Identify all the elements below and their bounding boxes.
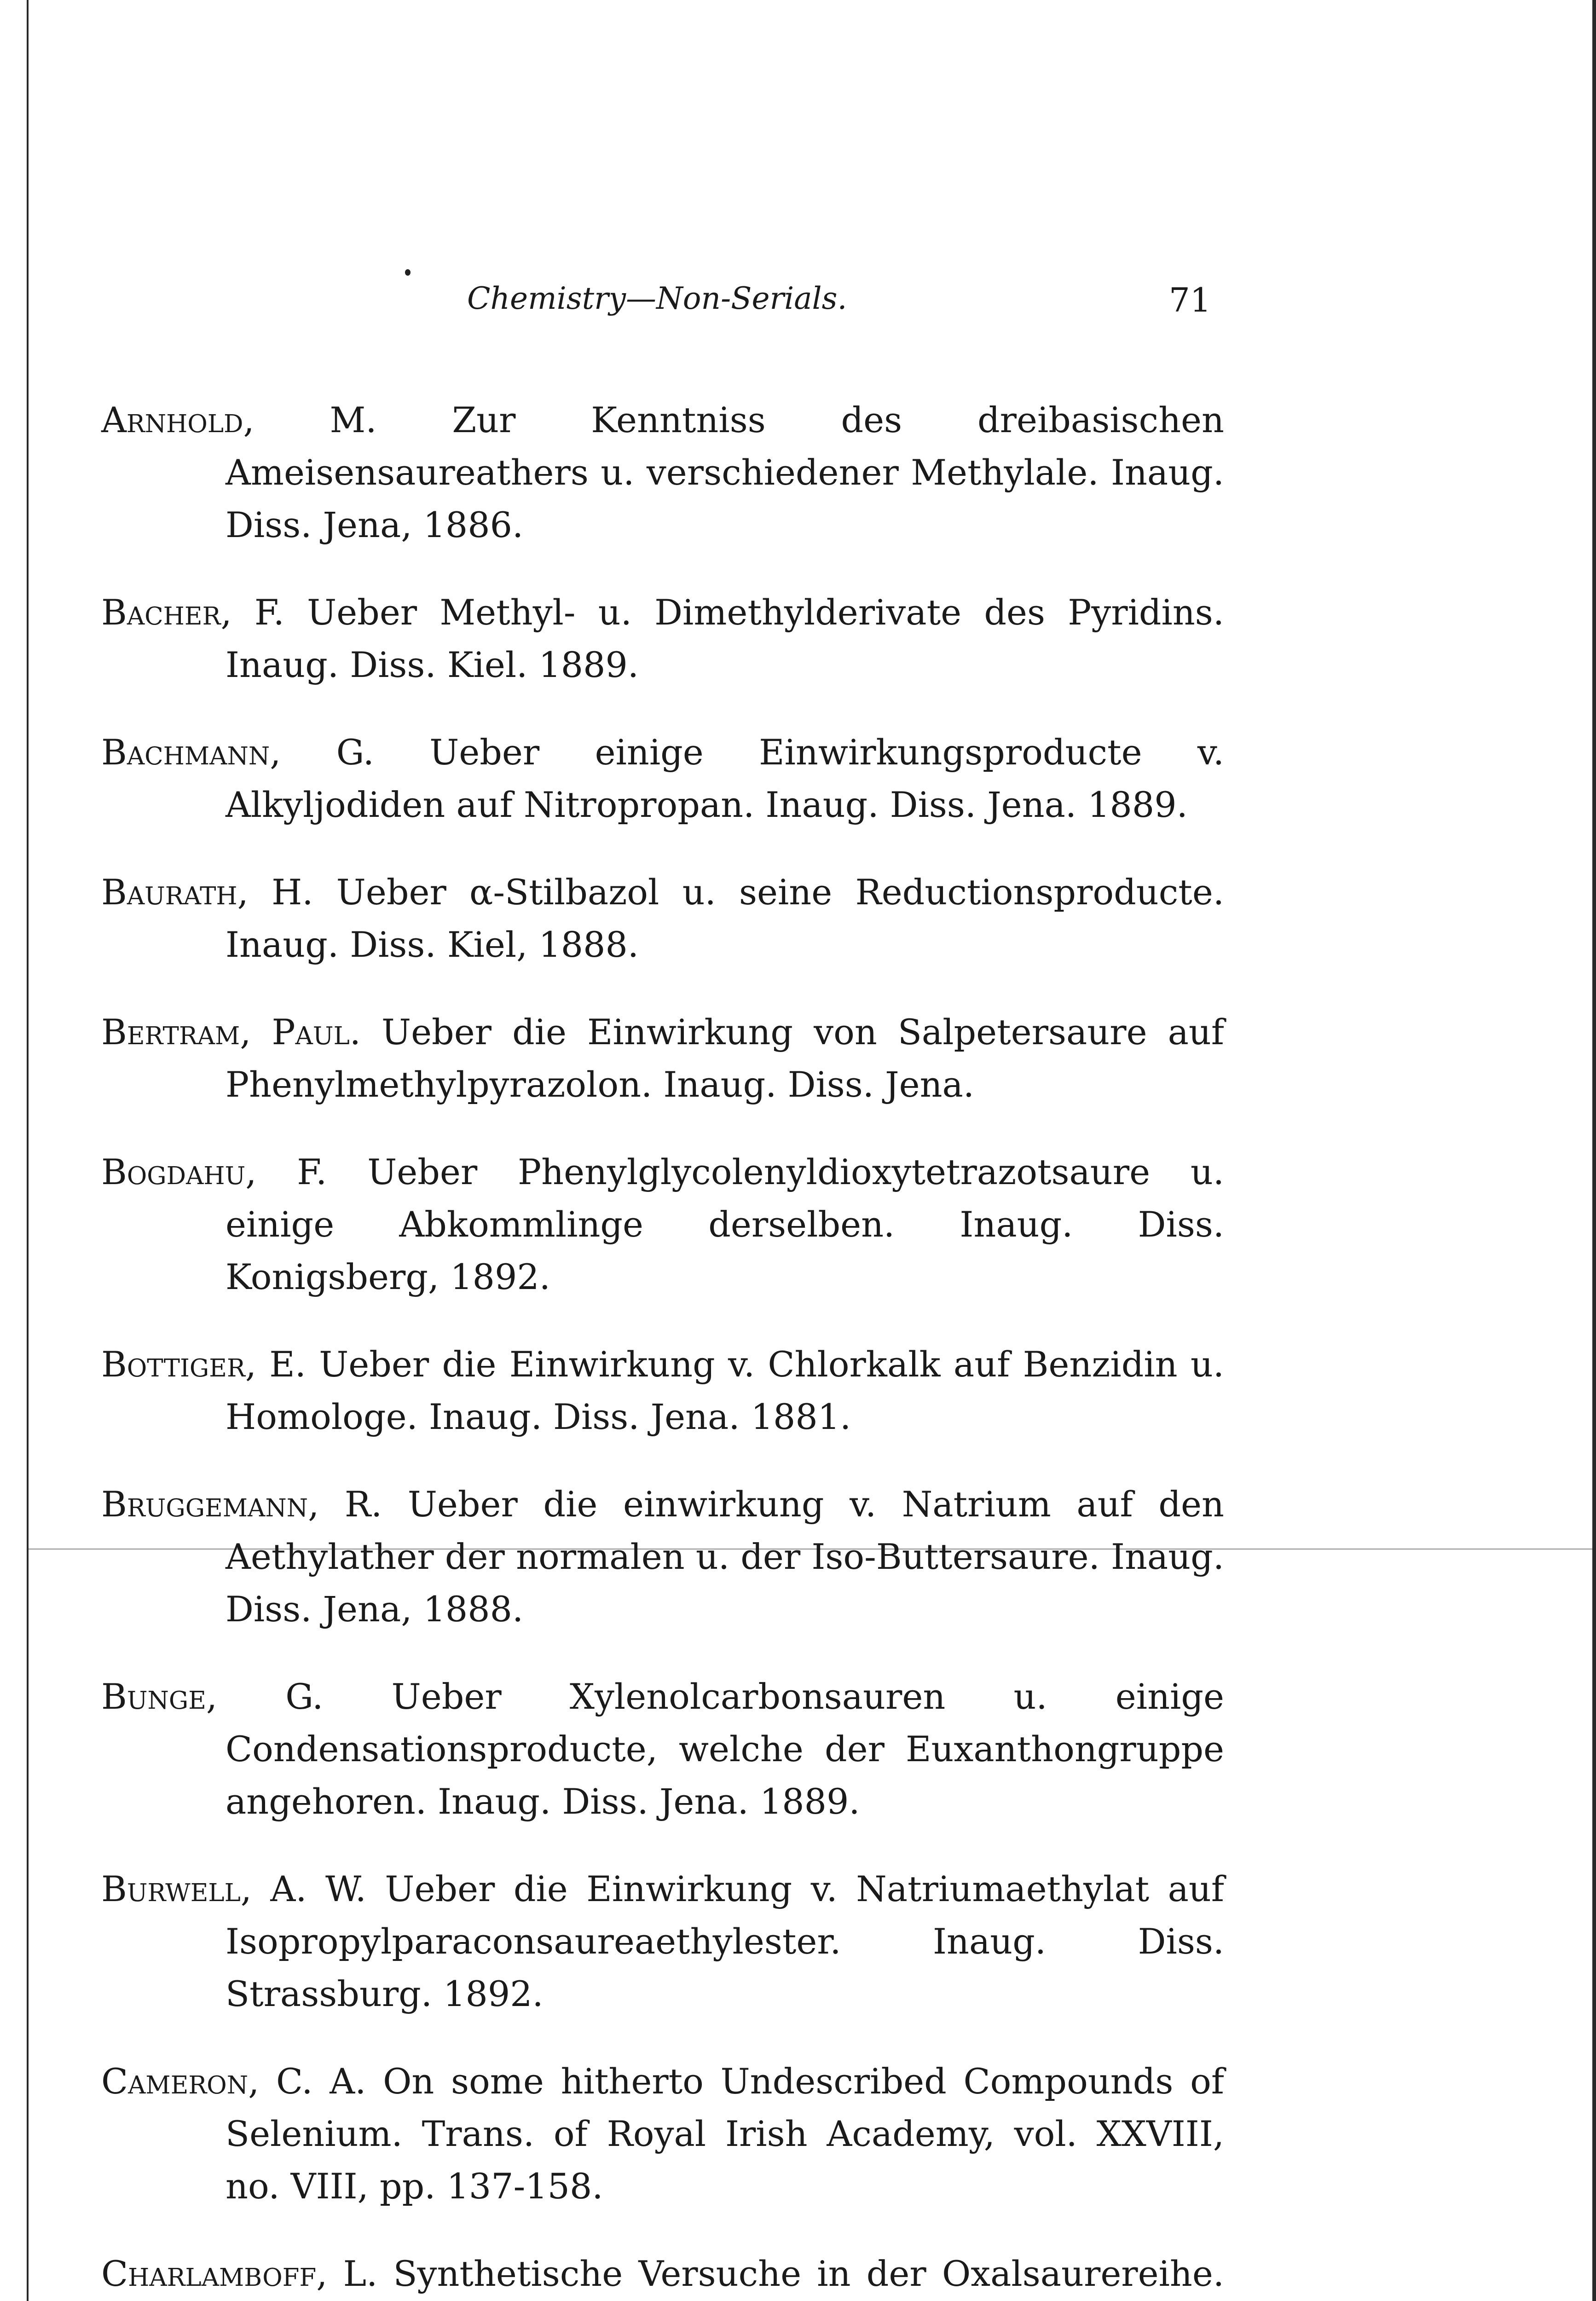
bibliography-entry [101, 1671, 1224, 1828]
bibliography-entry [101, 866, 1224, 971]
entry-author: Bruggemann, R. [101, 1484, 382, 1525]
entry-author: Bacher, F. [101, 592, 284, 633]
entry-text: Synthetische Versuche in der Oxalsaurereihe. [393, 2253, 1224, 2294]
entry-author: Bottiger, E. [101, 1344, 306, 1385]
entry-text: Zur Kenntniss des dreibasischen Ameisensaureathers u. verschiedener Methylale. Inaug. Diss. Jena, 1886. [226, 399, 1224, 545]
entry-text: Ueber die Einwirkung v. Chlorkalk auf Benzidin u. Homologe. Inaug. Diss. Jena. 1881. [226, 1344, 1224, 1437]
bibliography-entry [101, 1338, 1224, 1443]
entry-author: Charlamboff, L. [101, 2253, 378, 2294]
entry-author: Bogdahu, F. [101, 1151, 327, 1192]
entry-text: Ueber die Einwirkung von Salpetersaure auf Phenylmethylpyrazolon. Inaug. Diss. Jena. [226, 1012, 1224, 1105]
entry-text: Ueber Phenylglycolenyldioxytetrazotsaure u. einige Abkommlinge derselben. Inaug. Diss. Konigsberg, 1892. [226, 1151, 1224, 1297]
entry-text: Ueber die einwirkung v. Natrium auf den Aethylather der normalen u. der Iso-Buttersaure. Inaug. Diss. Jena, 1888. [226, 1484, 1224, 1630]
entry-author: Burwell, A. W. [101, 1868, 366, 1909]
bibliography-entry [101, 1478, 1224, 1636]
entry-text: Ueber die Einwirkung v. Natriumaethylat auf Isopropylparaconsaureaethylester. Inaug. Diss. Strassburg. 1892. [226, 1868, 1224, 2014]
bibliography-entry [101, 2248, 1224, 2301]
bibliography-entry [101, 394, 1224, 551]
entry-author: Arnhold, M. [101, 399, 377, 440]
entry-author: Cameron, C. A. [101, 2061, 366, 2102]
bibliography-entry [101, 1006, 1224, 1111]
entry-author: Bunge, G. [101, 1676, 324, 1717]
bibliography-entry [101, 1146, 1224, 1303]
bibliography-entry [101, 2055, 1224, 2213]
running-head: Chemistry—Non-Serials. [467, 281, 847, 316]
bibliography-entry [101, 586, 1224, 691]
scan-speck [405, 269, 411, 276]
bibliography-entry [101, 1863, 1224, 2020]
entry-text: Ueber Xylenolcarbonsauren u. einige Condensationsproducte, welche der Euxanthongruppe angehoren. Inaug. Diss. Jena. 1889. [226, 1676, 1224, 1822]
entry-author: Bachmann, G. [101, 732, 374, 773]
bibliography-entry [101, 726, 1224, 831]
entry-text: Ueber Methyl- u. Dimethylderivate des Pyridins. Inaug. Diss. Kiel. 1889. [226, 592, 1224, 685]
scan-border-right [1592, 0, 1596, 2301]
bibliography-list [101, 359, 1224, 2301]
entry-author: Bertram, Paul. [101, 1012, 361, 1052]
entry-text: On some hitherto Undescribed Compounds of Selenium. Trans. of Royal Irish Academy, vol. XXVIII, no. VIII, pp. 137-158. [226, 2061, 1224, 2207]
entry-text: Ueber einige Einwirkungsproducte v. Alkyljodiden auf Nitropropan. Inaug. Diss. Jena. 1889. [226, 732, 1224, 825]
entry-text: Ueber α-Stilbazol u. seine Reductionsproducte. Inaug. Diss. Kiel, 1888. [226, 872, 1224, 965]
page-number: 71 [1169, 281, 1211, 319]
entry-author: Baurath, H. [101, 872, 313, 913]
scan-border-left [27, 0, 29, 2301]
